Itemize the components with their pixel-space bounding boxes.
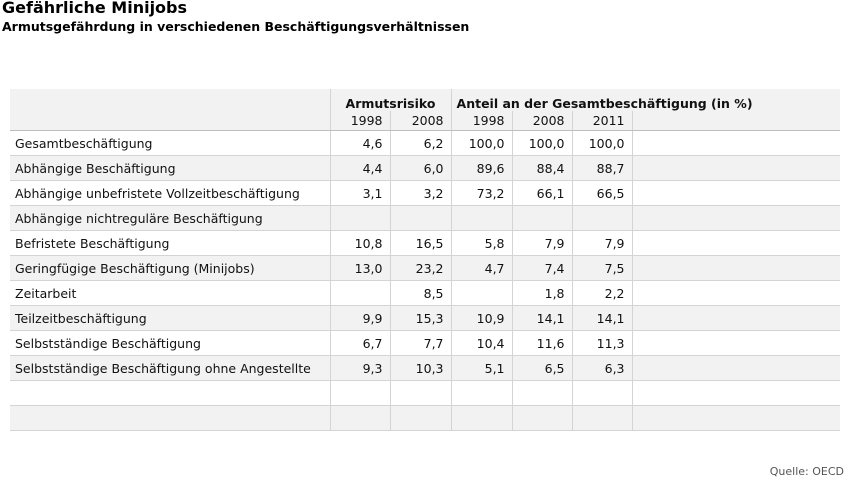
- header-year: 1998: [451, 111, 512, 131]
- row-value: 6,7: [330, 331, 390, 356]
- row-label: Abhängige Beschäftigung: [10, 156, 330, 181]
- row-value: [572, 406, 632, 431]
- row-value: 10,9: [451, 306, 512, 331]
- row-value: 14,1: [572, 306, 632, 331]
- table-header-year-row: [10, 111, 840, 131]
- row-value: 100,0: [572, 131, 632, 156]
- row-empty-cell: [632, 131, 840, 156]
- row-value: 88,4: [512, 156, 572, 181]
- row-label: [10, 406, 330, 431]
- row-value: 66,5: [572, 181, 632, 206]
- row-value: [572, 381, 632, 406]
- row-label: Zeitarbeit: [10, 281, 330, 306]
- row-label: Geringfügige Beschäftigung (Minijobs): [10, 256, 330, 281]
- row-value: 10,3: [390, 356, 451, 381]
- row-value: 100,0: [451, 131, 512, 156]
- row-value: 23,2: [390, 256, 451, 281]
- row-value: 4,7: [451, 256, 512, 281]
- row-value: [330, 381, 390, 406]
- row-value: 10,8: [330, 231, 390, 256]
- row-label: Abhängige unbefristete Vollzeitbeschäftigung: [10, 181, 330, 206]
- row-value: 16,5: [390, 231, 451, 256]
- row-value: [512, 381, 572, 406]
- row-empty-cell: [632, 281, 840, 306]
- table-row: [10, 381, 840, 406]
- row-value: [512, 406, 572, 431]
- source-note: Quelle: OECD: [769, 465, 844, 478]
- row-value: 5,8: [451, 231, 512, 256]
- row-empty-cell: [632, 256, 840, 281]
- row-value: 3,1: [330, 181, 390, 206]
- row-value: 2,2: [572, 281, 632, 306]
- table-body: [10, 131, 840, 431]
- row-value: 9,3: [330, 356, 390, 381]
- row-label: Selbstständige Beschäftigung ohne Angestellte: [10, 356, 330, 381]
- header-year: 2008: [512, 111, 572, 131]
- table-row: [10, 256, 840, 281]
- row-value: [330, 206, 390, 231]
- header-year: 2011: [572, 111, 632, 131]
- row-value: 15,3: [390, 306, 451, 331]
- row-value: 13,0: [330, 256, 390, 281]
- row-value: [451, 281, 512, 306]
- row-value: 7,9: [572, 231, 632, 256]
- header-empty-cell: [10, 89, 330, 111]
- row-empty-cell: [632, 406, 840, 431]
- row-empty-cell: [632, 356, 840, 381]
- row-value: 73,2: [451, 181, 512, 206]
- table-header-group-row: [10, 89, 840, 111]
- row-label: [10, 381, 330, 406]
- row-value: [390, 406, 451, 431]
- header-empty-cell: [632, 111, 840, 131]
- table-row: [10, 131, 840, 156]
- row-value: 7,7: [390, 331, 451, 356]
- table-row: [10, 331, 840, 356]
- row-value: 6,3: [572, 356, 632, 381]
- row-value: 89,6: [451, 156, 512, 181]
- table-row: [10, 406, 840, 431]
- table-row: [10, 281, 840, 306]
- row-value: [330, 281, 390, 306]
- row-value: [572, 206, 632, 231]
- row-value: 88,7: [572, 156, 632, 181]
- header-year: 1998: [330, 111, 390, 131]
- row-value: 7,4: [512, 256, 572, 281]
- row-value: [390, 206, 451, 231]
- row-value: [390, 381, 451, 406]
- header-armutsrisiko: Armutsrisiko: [330, 89, 451, 111]
- row-label: Gesamtbeschäftigung: [10, 131, 330, 156]
- page-title: Gefährliche Minijobs: [2, 0, 188, 17]
- row-label: Befristete Beschäftigung: [10, 231, 330, 256]
- row-value: [451, 381, 512, 406]
- row-value: 11,3: [572, 331, 632, 356]
- row-value: 100,0: [512, 131, 572, 156]
- row-value: 8,5: [390, 281, 451, 306]
- row-value: 11,6: [512, 331, 572, 356]
- row-label: Teilzeitbeschäftigung: [10, 306, 330, 331]
- row-value: 9,9: [330, 306, 390, 331]
- row-value: 10,4: [451, 331, 512, 356]
- row-value: [451, 206, 512, 231]
- row-value: 7,5: [572, 256, 632, 281]
- row-value: 6,0: [390, 156, 451, 181]
- header-year: 2008: [390, 111, 451, 131]
- table-row: [10, 231, 840, 256]
- row-empty-cell: [632, 306, 840, 331]
- row-value: 6,5: [512, 356, 572, 381]
- header-empty-cell: [10, 111, 330, 131]
- row-value: [451, 406, 512, 431]
- row-value: 5,1: [451, 356, 512, 381]
- row-value: 3,2: [390, 181, 451, 206]
- row-value: 4,6: [330, 131, 390, 156]
- table-row: [10, 356, 840, 381]
- page-subtitle: Armutsgefährdung in verschiedenen Beschäftigungsverhältnissen: [2, 19, 470, 34]
- row-value: 4,4: [330, 156, 390, 181]
- header-anteil: Anteil an der Gesamtbeschäftigung (in %): [451, 89, 840, 111]
- row-empty-cell: [632, 156, 840, 181]
- row-value: [512, 206, 572, 231]
- row-value: 14,1: [512, 306, 572, 331]
- table-row: [10, 306, 840, 331]
- row-empty-cell: [632, 381, 840, 406]
- row-empty-cell: [632, 331, 840, 356]
- row-value: 1,8: [512, 281, 572, 306]
- table-row: [10, 206, 840, 231]
- row-empty-cell: [632, 231, 840, 256]
- row-empty-cell: [632, 206, 840, 231]
- row-empty-cell: [632, 181, 840, 206]
- table-row: [10, 181, 840, 206]
- row-value: [330, 406, 390, 431]
- row-value: 66,1: [512, 181, 572, 206]
- data-table: [10, 89, 840, 431]
- row-value: 7,9: [512, 231, 572, 256]
- row-label: Selbstständige Beschäftigung: [10, 331, 330, 356]
- table-row: [10, 156, 840, 181]
- row-label: Abhängige nichtreguläre Beschäftigung: [10, 206, 330, 231]
- row-value: 6,2: [390, 131, 451, 156]
